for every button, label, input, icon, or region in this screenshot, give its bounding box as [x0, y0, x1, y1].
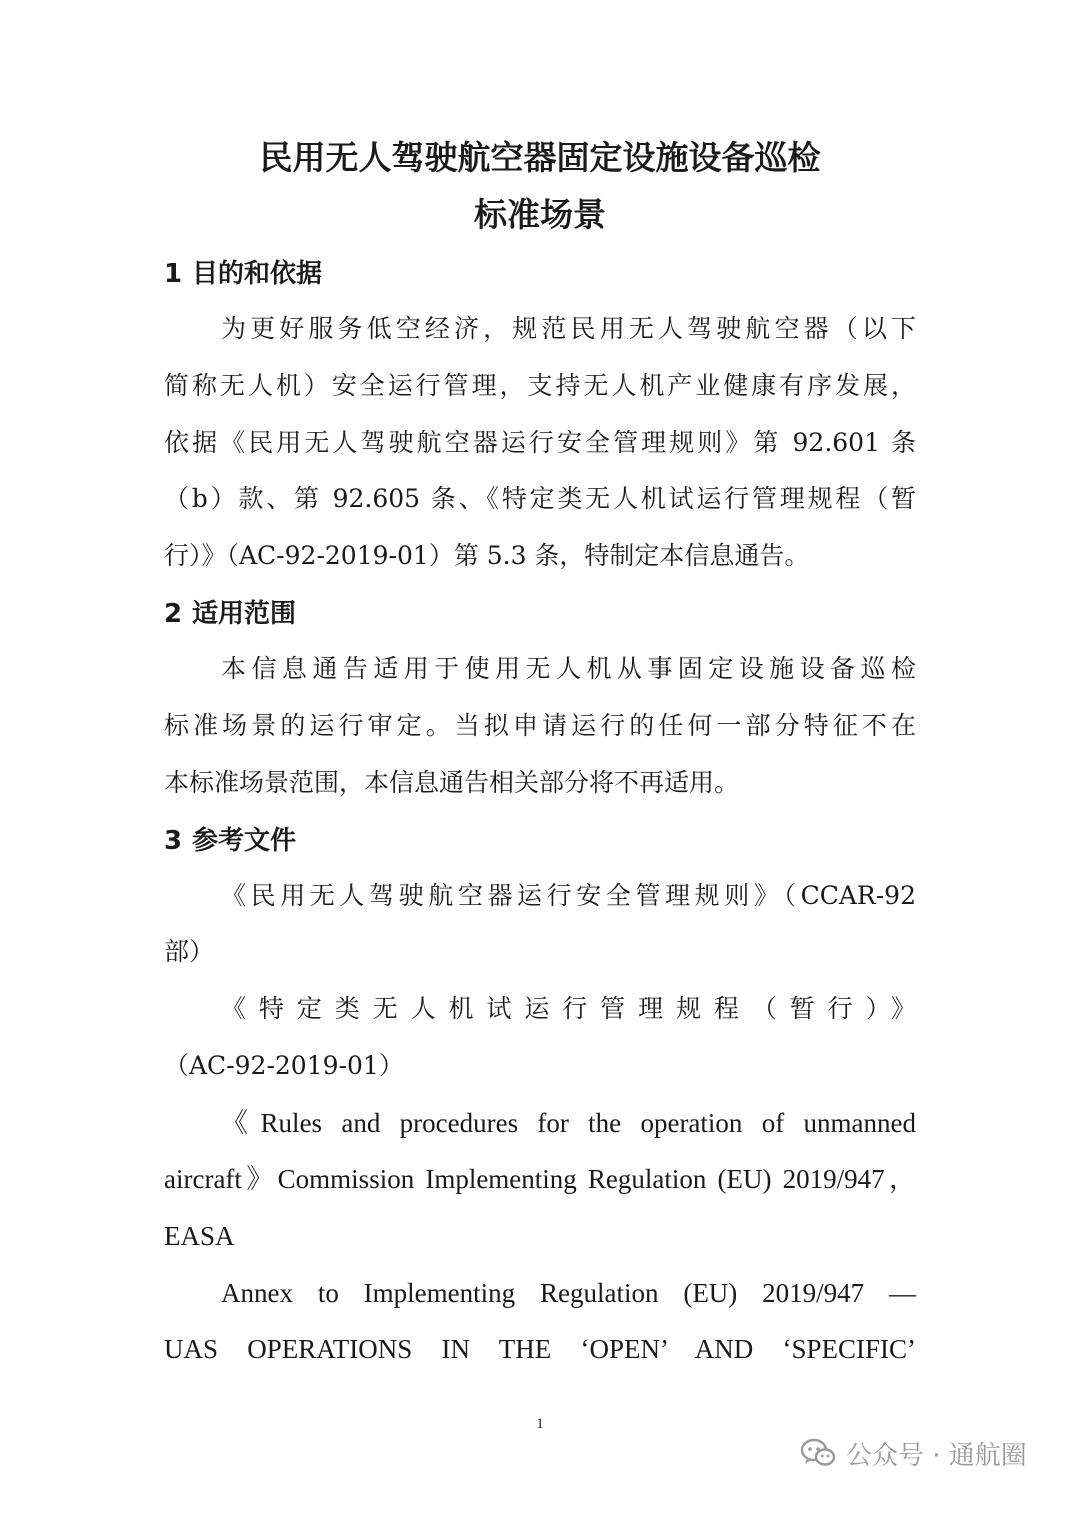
watermark	[800, 1433, 1027, 1473]
paragraph-line: 本信息通告适用于使用无人机从事固定设施设备巡检	[221, 654, 916, 683]
reference-line: 《民用无人驾驶航空器运行安全管理规则》（CCAR-92	[221, 881, 916, 910]
section-heading-2	[164, 598, 296, 630]
paragraph-line: 行）》（AC-92-2019-01）第 5.3 条，特制定本信息通告。	[164, 541, 810, 570]
reference-line: Annex to Implementing Regulation (EU) 2019/947 —	[221, 1278, 916, 1308]
reference-line: 《Rules and procedures for the operation of unmanned	[221, 1108, 916, 1138]
section-heading-3	[164, 825, 296, 857]
wechat-icon	[800, 1438, 836, 1468]
paragraph-line: 本标准场景范围，本信息通告相关部分将不再适用。	[164, 768, 740, 797]
page-number: 1	[536, 1416, 544, 1432]
section-number: 1	[164, 259, 183, 289]
section-title: 目的和依据	[192, 259, 323, 289]
paragraph-line: 简称无人机）安全运行管理，支持无人机产业健康有序发展，	[164, 371, 916, 400]
reference-line: aircraft》Commission Implementing Regulation (EU) 2019/947，	[164, 1164, 916, 1194]
section-title: 适用范围	[192, 599, 297, 629]
paragraph-line: （b）款、第 92.605 条、《特定类无人机试运行管理规程（暂	[164, 484, 916, 513]
watermark-text: 公众号 · 通航圈	[846, 1440, 1027, 1471]
paragraph-line: 为更好服务低空经济，规范民用无人驾驶航空器（以下	[221, 314, 916, 343]
reference-line: （AC-92-2019-01）	[164, 1051, 404, 1080]
document-title: 民用无人驾驶航空器固定设施设备巡检	[259, 138, 821, 177]
section-number: 3	[164, 826, 183, 856]
section-title: 参考文件	[192, 826, 297, 856]
reference-line: 《特定类无人机试运行管理规程（暂行）》	[221, 994, 916, 1023]
section-number: 2	[164, 599, 183, 629]
paragraph-line: 标准场景的运行审定。当拟申请运行的任何一部分特征不在	[164, 711, 916, 740]
reference-line: EASA	[164, 1221, 235, 1251]
reference-line: UAS OPERATIONS IN THE ‘OPEN’ AND ‘SPECIFIC’	[164, 1334, 916, 1364]
reference-line: 部）	[164, 937, 215, 966]
paragraph-line: 依据《民用无人驾驶航空器运行安全管理规则》第 92.601 条	[164, 428, 916, 457]
section-heading-1	[164, 258, 322, 290]
document-subtitle: 标准场景	[474, 195, 606, 234]
